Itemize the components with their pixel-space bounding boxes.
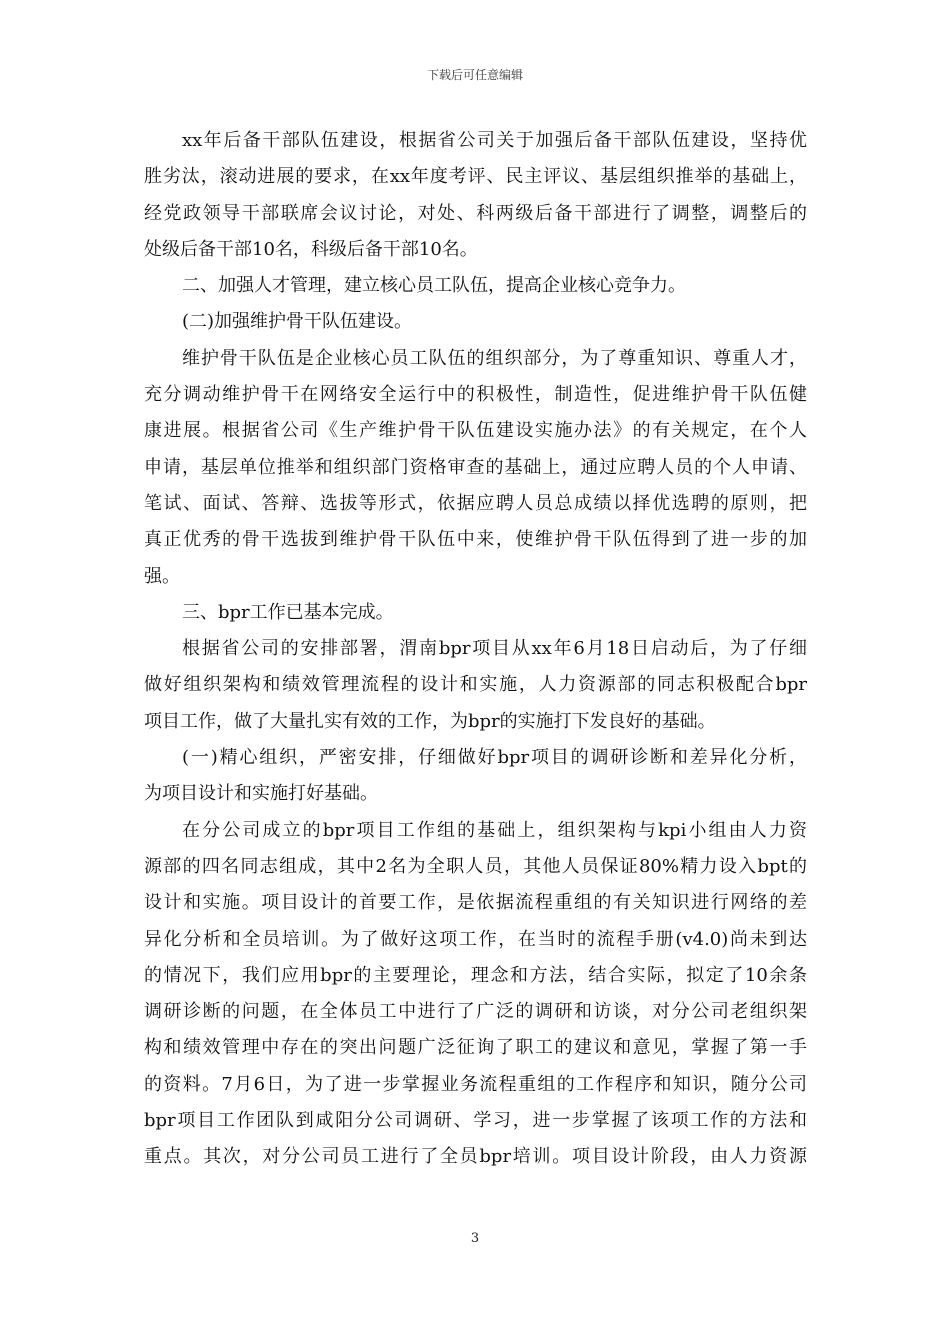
text-line: 充分调动维护骨干在网络安全运行中的积极性，制造性，促进维护骨干队伍健 <box>144 384 807 406</box>
text-line: 在分公司成立的bpr项目工作组的基础上，组织架构与kpi小组由人力资 <box>182 819 807 841</box>
text-line: 做好组织架构和绩效管理流程的设计和实施，人力资源部的同志积极配合bpr <box>144 674 807 696</box>
text-line: 胜劣汰，滚动进展的要求，在xx年度考评、民主评议、基层组织推举的基础上， <box>144 166 807 188</box>
page-number: 3 <box>470 1231 480 1246</box>
text-line: 构和绩效管理中存在的突出问题广泛征询了职工的建议和意见，掌握了第一手 <box>144 1037 807 1059</box>
text-line: 的情况下，我们应用bpr的主要理论，理念和方法，结合实际，拟定了10余条 <box>144 964 807 986</box>
text-line: 调研诊断的问题，在全体员工中进行了广泛的调研和访谈，对分公司老组织架 <box>144 1001 807 1023</box>
section-heading: 三、bpr工作已基本完成。 <box>182 601 394 623</box>
text-line: 真正优秀的骨干选拔到维护骨干队伍中来，使维护骨干队伍得到了进一步的加 <box>144 529 807 551</box>
text-line: 强。 <box>144 565 180 587</box>
text-line: 源部的四名同志组成，其中2名为全职人员，其他人员保证80%精力设入bpt的 <box>144 855 807 877</box>
text-line: 为项目设计和实施打好基础。 <box>144 783 378 805</box>
text-line: 根据省公司的安排部署，渭南bpr项目从xx年6月18日启动后，为了仔细 <box>182 638 807 660</box>
text-line: 异化分析和全员培训。为了做好这项工作，在当时的流程手册(v4.0)尚未到达 <box>144 928 807 950</box>
text-line: xx年后备干部队伍建设，根据省公司关于加强后备干部队伍建设，坚持优 <box>182 130 807 151</box>
text-line: 的资料。7月6日，为了进一步掌握业务流程重组的工作程序和知识，随分公司 <box>144 1073 807 1095</box>
text-line: 维护骨干队伍是企业核心员工队伍的组织部分，为了尊重知识、尊重人才， <box>182 347 807 369</box>
subsection-heading: (一)精心组织，严密安排，仔细做好bpr项目的调研诊断和差异化分析， <box>182 747 807 769</box>
text-line: 笔试、面试、答辩、选拔等形式，依据应聘人员总成绩以择优选聘的原则，把 <box>144 492 807 514</box>
text-line: 设计和实施。项目设计的首要工作，是依据流程重组的有关知识进行网络的差 <box>144 892 807 914</box>
text-line: 处级后备干部10名，科级后备干部10名。 <box>144 238 478 260</box>
page-header: 下载后可任意编辑 <box>426 68 523 82</box>
subsection-heading: (二)加强维护骨干队伍建设。 <box>182 311 413 333</box>
document-body <box>144 123 807 1176</box>
text-line: 项目工作，做了大量扎实有效的工作，为bpr的实施打下发良好的基础。 <box>144 710 716 732</box>
text-line: 申请，基层单位推举和组织部门资格审查的基础上，通过应聘人员的个人申请、 <box>144 456 807 478</box>
text-line: bpr项目工作团队到咸阳分公司调研、学习，进一步掌握了该项工作的方法和 <box>144 1110 807 1132</box>
text-line: 经党政领导干部联席会议讨论，对处、科两级后备干部进行了调整，调整后的 <box>144 202 807 224</box>
text-line: 康进展。根据省公司《生产维护骨干队伍建设实施办法》的有关规定，在个人 <box>144 420 807 442</box>
section-heading: 二、加强人才管理，建立核心员工队伍，提高企业核心竞争力。 <box>182 275 686 297</box>
text-line: 重点。其次，对分公司员工进行了全员bpr培训。项目设计阶段，由人力资源 <box>144 1146 807 1168</box>
